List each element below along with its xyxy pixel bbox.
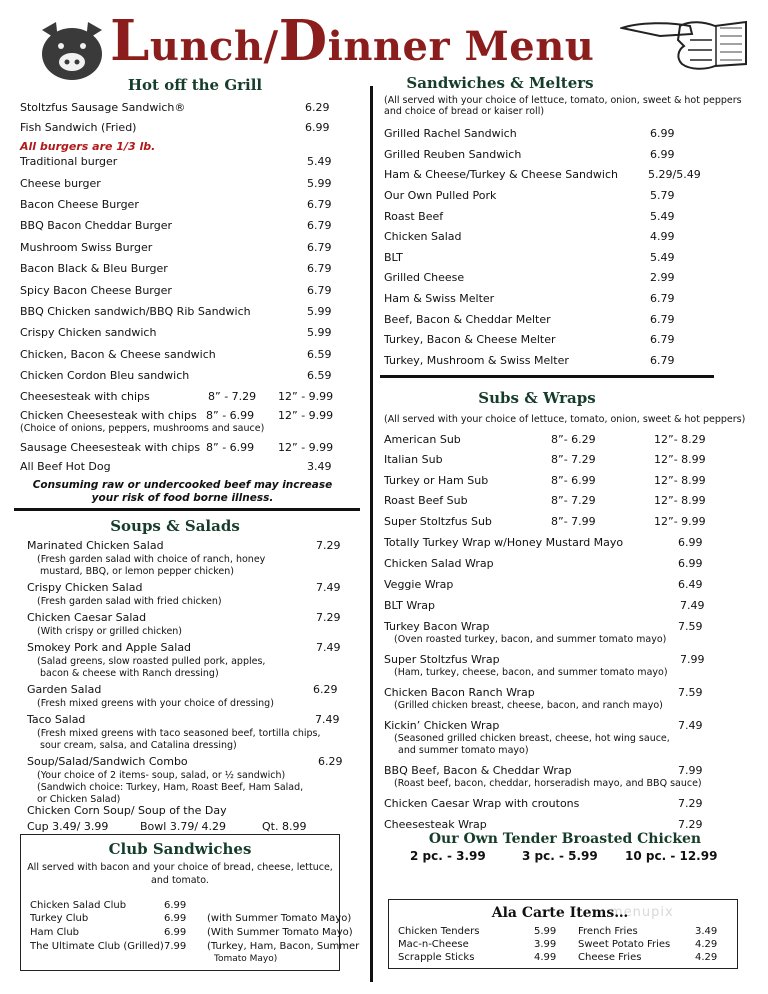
subs-section-title: Subs & Wraps: [478, 389, 596, 407]
watermark: menupix: [610, 905, 674, 920]
food-safety-warning: Consuming raw or undercooked beef may increase your risk of food borne illness.: [32, 479, 333, 504]
club-description: and tomato.: [151, 875, 209, 886]
sandwiches-section-title: Sandwiches & Melters: [406, 74, 594, 92]
divider: [14, 508, 360, 511]
item-description: (Fresh mixed greens with taco seasoned beef, tortilla chips,: [37, 728, 321, 739]
divider: [380, 375, 714, 378]
sandwiches-description: and choice of bread or kaiser roll): [384, 106, 545, 117]
grill-section-title: Hot off the Grill: [127, 76, 263, 94]
item-description: (Ham, turkey, cheese, bacon, and summer tomato mayo): [394, 667, 668, 678]
item-description: or Chicken Salad): [37, 794, 121, 805]
item-description: (Choice of onions, peppers, mushrooms and sauce): [20, 423, 265, 434]
item-description: (Salad greens, slow roasted pulled pork, apples,: [37, 656, 266, 667]
item-description: (Fresh mixed greens with your choice of dressing): [37, 698, 274, 709]
item-description: sour cream, salsa, and Catalina dressing): [40, 740, 237, 751]
item-description: Tomato Mayo): [214, 954, 278, 964]
broasted-section-title: Our Own Tender Broasted Chicken: [428, 831, 702, 847]
page-title: Lunch/Dinner Menu: [110, 8, 595, 74]
club-section-title: Club Sandwiches: [108, 840, 252, 858]
item-description: (Fresh garden salad with fried chicken): [37, 596, 222, 607]
item-description: and summer tomato mayo): [398, 745, 529, 756]
item-description: (Seasoned grilled chicken breast, cheese, hot wing sauce,: [394, 733, 670, 744]
pointing-hand-icon: [620, 14, 750, 76]
pig-logo-icon: [36, 16, 108, 82]
burger-note: All burgers are 1/3 lb.: [20, 140, 156, 153]
item-description: bacon & cheese with Ranch dressing): [40, 668, 219, 679]
item-description: (Roast beef, bacon, cheddar, horseradish mayo, and BBQ sauce): [394, 778, 702, 789]
item-description: (Fresh garden salad with choice of ranch, honey: [37, 554, 266, 565]
sandwiches-description: (All served with your choice of lettuce, tomato, onion, sweet & hot peppers: [384, 95, 742, 106]
item-description: (Grilled chicken breast, cheese, bacon, and ranch mayo): [394, 700, 663, 711]
subs-description: (All served with your choice of lettuce, tomato, onion, sweet & hot peppers): [384, 414, 746, 425]
item-description: (Oven roasted turkey, bacon, and summer tomato mayo): [394, 634, 667, 645]
item-description: mustard, BBQ, or lemon pepper chicken): [40, 566, 235, 577]
column-divider: [370, 86, 373, 982]
item-description: (With crispy or grilled chicken): [37, 626, 183, 637]
item-description: (Your choice of 2 items- soup, salad, or ½ sandwich): [37, 770, 286, 781]
soups-section-title: Soups & Salads: [110, 517, 240, 535]
club-description: All served with bacon and your choice of bread, cheese, lettuce,: [27, 862, 333, 873]
ala-carte-title: Ala Carte Items…: [491, 905, 629, 921]
item-description: (Sandwich choice: Turkey, Ham, Roast Beef, Ham Salad,: [37, 782, 304, 793]
